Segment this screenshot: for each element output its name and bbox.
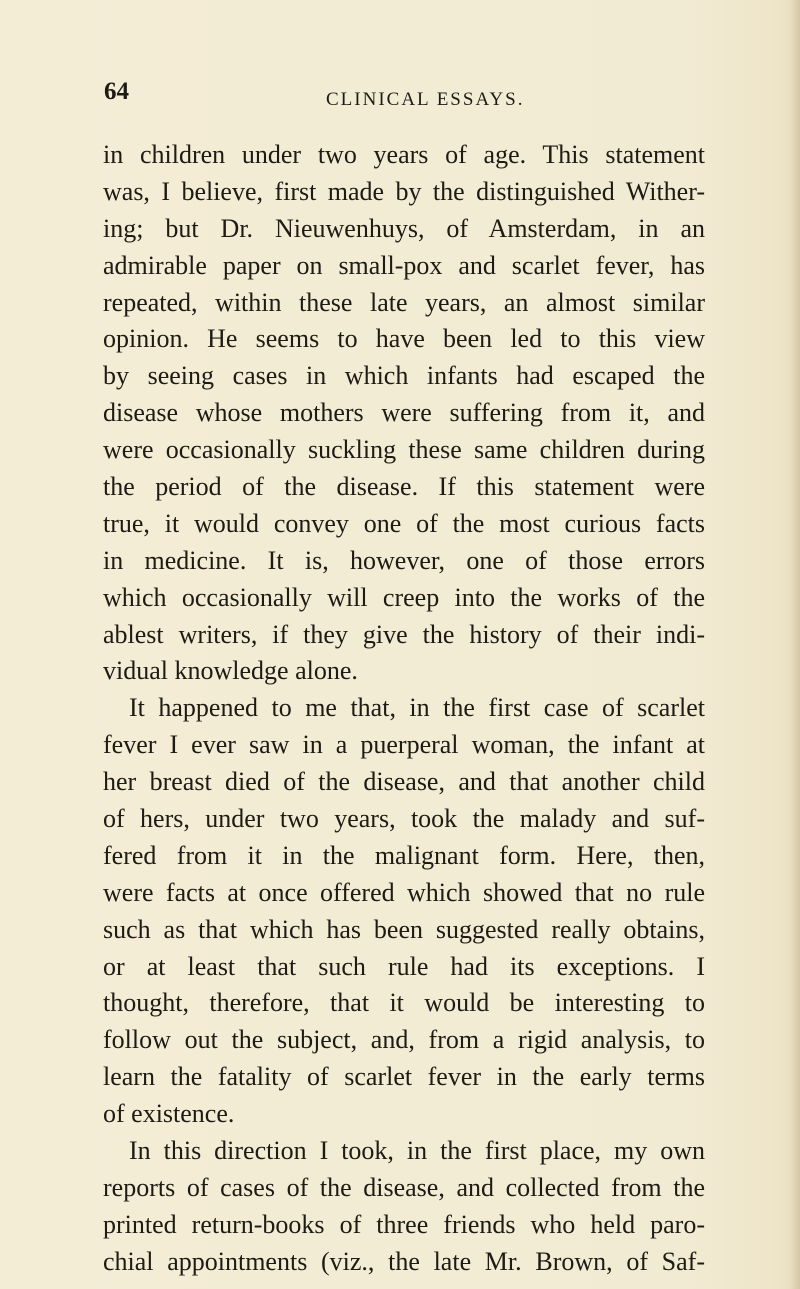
text-line: fever I ever saw in a puerperal woman, the infant at <box>103 730 705 760</box>
text-line: was, I believe, first made by the distinguished Wither- <box>103 176 705 206</box>
page-number: 64 <box>104 78 129 105</box>
text-line: thought, therefore, that it would be interesting to <box>103 988 705 1018</box>
paragraph-start-line: In this direction I took, in the first place, my own <box>129 1136 705 1166</box>
text-line: which occasionally will creep into the works of the <box>103 582 705 612</box>
running-head: CLINICAL ESSAYS. <box>326 89 525 110</box>
text-line: printed return-books of three friends who held paro- <box>103 1209 705 1239</box>
text-line: repeated, within these late years, an almost similar <box>103 287 705 317</box>
text-line: her breast died of the disease, and that another child <box>103 767 705 797</box>
body-text <box>103 137 705 1281</box>
text-line: were facts at once offered which showed that no rule <box>103 877 705 907</box>
text-line: by seeing cases in which infants had escaped the <box>103 361 705 391</box>
text-line: were occasionally suckling these same children during <box>103 435 705 465</box>
text-line: such as that which has been suggested really obtains, <box>103 914 705 944</box>
text-line: ablest writers, if they give the history of their indi- <box>103 619 705 649</box>
text-line: or at least that such rule had its exceptions. I <box>103 951 705 981</box>
text-line: reports of cases of the disease, and collected from the <box>103 1172 705 1202</box>
text-line: in children under two years of age. This statement <box>103 140 705 169</box>
text-line: of hers, under two years, took the malady and suf- <box>103 804 705 834</box>
page-header <box>0 78 800 118</box>
text-line: the period of the disease. If this statement were <box>103 472 705 502</box>
page-edge-shadow <box>790 0 800 1289</box>
paragraph-end-line: of existence. <box>103 1099 235 1129</box>
text-line: chial appointments (viz., the late Mr. Brown, of Saf- <box>103 1246 705 1276</box>
text-line: learn the fatality of scarlet fever in the early terms <box>103 1062 705 1092</box>
text-line: fered from it in the malignant form. Here, then, <box>103 840 705 870</box>
text-line: ing; but Dr. Nieuwenhuys, of Amsterdam, in an <box>103 213 705 243</box>
text-line: follow out the subject, and, from a rigid analysis, to <box>103 1025 705 1055</box>
text-line: admirable paper on small-pox and scarlet fever, has <box>103 250 705 280</box>
paragraph-start-line: It happened to me that, in the first case of scarlet <box>129 693 705 723</box>
paragraph-end-line: vidual knowledge alone. <box>103 656 358 686</box>
text-line: disease whose mothers were suffering from it, and <box>103 398 705 428</box>
text-line: true, it would convey one of the most curious facts <box>103 508 705 538</box>
text-line: opinion. He seems to have been led to this view <box>103 324 705 354</box>
text-line: in medicine. It is, however, one of those errors <box>103 545 705 575</box>
